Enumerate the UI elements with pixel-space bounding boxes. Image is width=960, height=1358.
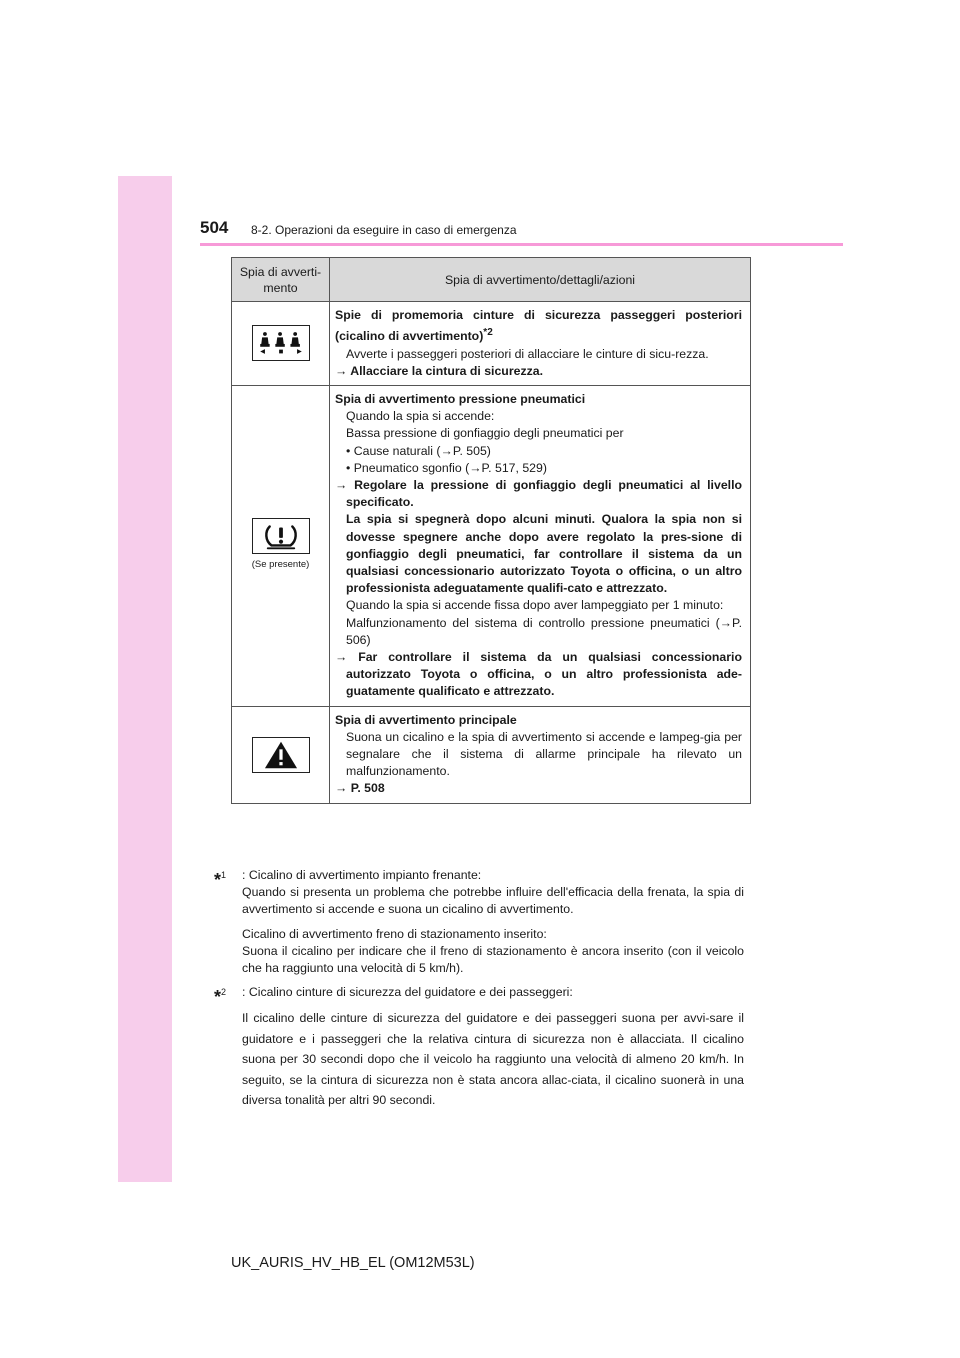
- row-action: → Allacciare la cintura di sicurezza.: [335, 363, 543, 378]
- row-text: Bassa pressione di gonfiaggio degli pneumatici per: [346, 426, 624, 441]
- footnote-paragraph: : Cicalino cinture di sicurezza del guidatore e dei passeggeri:: [242, 985, 573, 1000]
- icon-caption: (Se presente): [251, 559, 310, 571]
- icon-cell: [232, 302, 330, 386]
- col-header-light: [232, 258, 330, 302]
- page-number: 504: [200, 218, 229, 237]
- footnote-paragraph: Cicalino di avvertimento freno di stazionamento inserito:: [242, 926, 547, 941]
- chapter-sidebar-tab: [118, 176, 172, 1182]
- document-code: UK_AURIS_HV_HB_EL (OM12M53L): [231, 1255, 475, 1271]
- col-header-details: Spia di avvertimento/dettagli/azioni: [330, 258, 751, 302]
- row-title: Spia di avvertimento principale: [335, 712, 517, 727]
- footnote-marker: *$^1$: [214, 870, 227, 891]
- header-divider: [200, 243, 843, 246]
- footnote-paragraph: Il cicalino delle cinture di sicurezza del guidatore e dei passeggeri suona per avvi-sare il guidatore e i passeggeri che la relativa cintura di sicurezza non è allacciata. Il cicalino suona per 30 secondi dopo che il veicolo ha raggiunto una velocità di almeno 20 km/h. In seguito, se la cintura di sicurezza non è stata ancora allac-ciata, il cicalino suonerà in una diversa tonalità per altri 90 secondi.: [242, 1011, 744, 1108]
- row-action: → P. 508: [335, 781, 385, 796]
- row-title: Spie di promemoria cinture di sicurezza passeggeri posteriori (cicalino di avvertimento)$^{*2}$: [335, 308, 742, 344]
- footnotes: [214, 867, 744, 1118]
- bullet-item: • Cause naturali (→P. 505): [346, 443, 491, 458]
- section-title: 8-2. Operazioni da eseguire in caso di emergenza: [251, 223, 517, 237]
- footnote-mark: *2: [483, 327, 493, 339]
- footnote-paragraph: Suona il cicalino per indicare che il freno di stazionamento è ancora inserito (con il veicolo che ha raggiunto una velocità di 5 km/h).: [242, 943, 744, 976]
- master-warning-icon: [252, 737, 310, 773]
- description-cell: [330, 706, 751, 803]
- footnote-1: [214, 867, 744, 977]
- row-text: Quando la spia si accende:: [346, 409, 495, 424]
- row-title: Spia di avvertimento pressione pneumatici: [335, 391, 586, 406]
- table-row: [232, 706, 751, 803]
- table-header-row: [232, 258, 751, 302]
- row-action: → Far controllare il sistema da un qualsiasi concessionario autorizzato Toyota o officina, o un altro professionista ade-guatamente qualificato e attrezzato.: [335, 649, 742, 699]
- row-text: Quando la spia si accende fissa dopo aver lampeggiato per 1 minuto:: [346, 598, 724, 613]
- row-text: Malfunzionamento del sistema di controllo pressione pneumatici (→P. 506): [346, 615, 742, 647]
- row-action-continued: La spia si spegnerà dopo alcuni minuti. Qualora la spia non si dovesse spegnere anche dopo avere regolato la pres-sione di gonfiaggio degli pneumatici, far controllare il sistema da un qualsiasi concessionario autorizzato Toyota o officina, o un altro professionista adeguatamente qualifi-cato e attrezzato.: [346, 512, 742, 596]
- table-row: [232, 302, 751, 386]
- table-row: [232, 385, 751, 706]
- row-action: → Regolare la pressione di gonfiaggio degli pneumatici al livello specificato.: [335, 477, 742, 510]
- icon-cell: [232, 385, 330, 706]
- description-cell: [330, 385, 751, 706]
- col-header-light-label: Spia di avverti- mento: [239, 264, 322, 295]
- bullet-item: • Pneumatico sgonfio (→P. 517, 529): [346, 460, 547, 475]
- row-text: Avverte i passeggeri posteriori di allacciare le cinture di sicu-rezza.: [346, 346, 709, 361]
- rear-seatbelt-reminder-icon: [252, 325, 310, 361]
- footnote-marker: *$^2$: [214, 987, 227, 1008]
- tire-pressure-warning-icon: [252, 518, 310, 554]
- footnote-paragraph: : Cicalino di avvertimento impianto frenante:: [242, 868, 482, 882]
- description-cell: [330, 302, 751, 386]
- icon-cell: [232, 706, 330, 803]
- row-text: Suona un cicalino e la spia di avvertimento si accende e lampeg-gia per segnalare che il sistema di allarme principale ha rilevato un malfunzionamento.: [346, 729, 742, 779]
- footnote-2: [214, 984, 744, 1111]
- warning-lights-table: [231, 257, 751, 804]
- footnote-paragraph: Quando si presenta un problema che potrebbe influire dell'efficacia della frenata, la spia di avvertimento si accende e suona un cicalino di avvertimento.: [242, 885, 744, 917]
